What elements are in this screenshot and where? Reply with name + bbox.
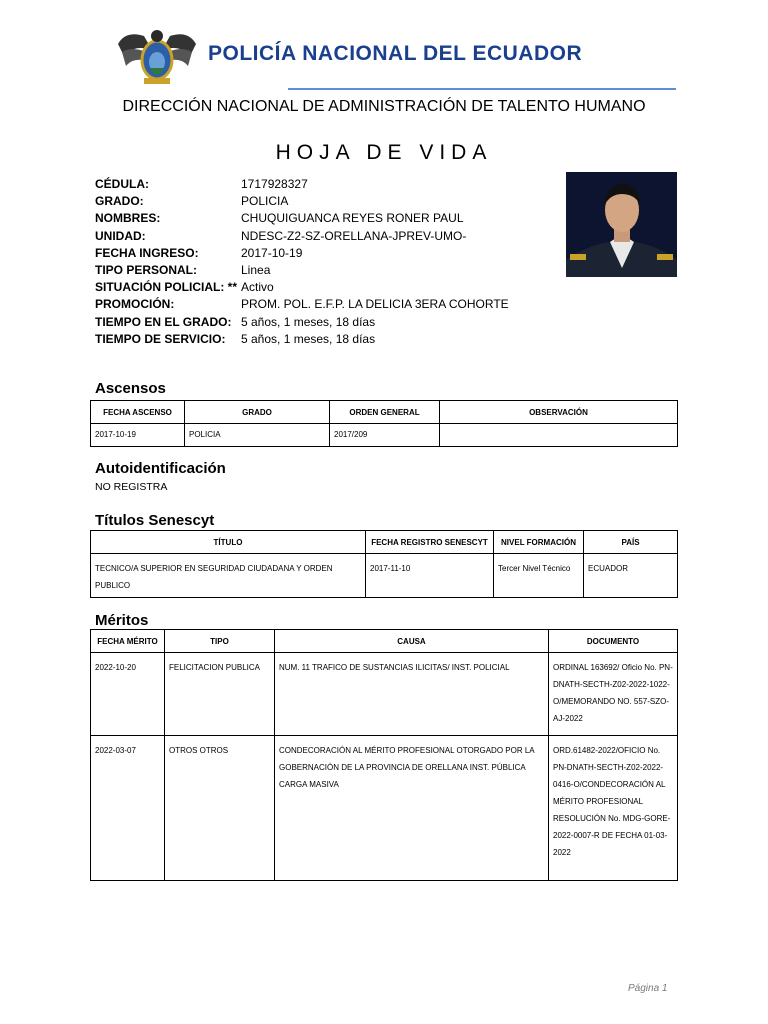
- personal-info: [95, 176, 509, 348]
- section-title-autoidentificacion: Autoidentificación: [95, 460, 226, 477]
- info-value: Linea: [241, 262, 271, 277]
- table-cell: 2022-03-07: [91, 736, 165, 881]
- table-row: [91, 424, 678, 447]
- info-row-fecha-ingreso: [95, 245, 509, 262]
- info-row-tipo-personal: [95, 262, 509, 279]
- column-header: FECHA ASCENSO: [91, 401, 185, 424]
- info-label: SITUACIÓN POLICIAL: **: [95, 280, 238, 295]
- table-header-row: [91, 401, 678, 424]
- info-value: PROM. POL. E.F.P. LA DELICIA 3ERA COHORTE: [241, 297, 509, 312]
- table-cell: 2022-10-20: [91, 653, 165, 736]
- column-header: CAUSA: [275, 630, 549, 653]
- table-cell: POLICIA: [185, 424, 330, 447]
- info-label: TIEMPO DE SERVICIO:: [95, 331, 226, 346]
- table-cell: FELICITACION PUBLICA: [165, 653, 275, 736]
- info-label: UNIDAD:: [95, 228, 146, 243]
- column-header: OBSERVACIÓN: [440, 401, 678, 424]
- info-row-promocion: [95, 296, 509, 313]
- titulos-table: [90, 530, 678, 598]
- header-underline: [288, 88, 676, 90]
- autoidentificacion-value: NO REGISTRA: [95, 481, 168, 493]
- info-label: TIPO PERSONAL:: [95, 262, 198, 277]
- person-portrait-icon: [566, 172, 677, 277]
- table-cell: ECUADOR: [584, 554, 678, 598]
- info-label: TIEMPO EN EL GRADO:: [95, 314, 232, 329]
- info-row-grado: [95, 193, 509, 210]
- info-value: 2017-10-19: [241, 245, 303, 260]
- info-value: 5 años, 1 meses, 18 días: [241, 314, 376, 329]
- info-value: CHUQUIGUANCA REYES RONER PAUL: [241, 211, 464, 226]
- table-cell: ORDINAL 163692/ Oficio No. PN-DNATH-SECTH-Z02-2022-1022-O/MEMORANDO NO. 557-SZO-AJ-2022: [549, 653, 678, 736]
- table-cell: OTROS OTROS: [165, 736, 275, 881]
- table-cell: Tercer Nivel Técnico: [494, 554, 584, 598]
- table-row: [91, 653, 678, 736]
- table-cell: 2017-10-19: [91, 424, 185, 447]
- column-header: FECHA MÉRITO: [91, 630, 165, 653]
- info-row-tiempo-grado: [95, 314, 509, 331]
- table-cell: TECNICO/A SUPERIOR EN SEGURIDAD CIUDADANA Y ORDEN PUBLICO: [91, 554, 366, 598]
- info-row-unidad: [95, 228, 509, 245]
- section-title-meritos: Méritos: [95, 612, 149, 629]
- info-value: Activo: [241, 280, 274, 295]
- table-cell: 2017/209: [330, 424, 440, 447]
- table-row: [91, 736, 678, 881]
- page-title: HOJA DE VIDA: [275, 141, 493, 164]
- info-row-cedula: [95, 176, 509, 193]
- info-label: GRADO:: [95, 194, 144, 209]
- info-label: CÉDULA:: [95, 177, 149, 191]
- column-header: GRADO: [185, 401, 330, 424]
- column-header: NIVEL FORMACIÓN: [494, 531, 584, 554]
- table-header-row: [91, 531, 678, 554]
- direction-name: DIRECCIÓN NACIONAL DE ADMINISTRACIÓN DE TALENTO HUMANO: [122, 98, 646, 115]
- column-header: DOCUMENTO: [549, 630, 678, 653]
- info-value: POLICIA: [241, 194, 289, 209]
- table-cell: 2017-11-10: [366, 554, 494, 598]
- institution-name: POLICÍA NACIONAL DEL ECUADOR: [208, 42, 583, 65]
- table-cell: [440, 424, 678, 447]
- info-label: PROMOCIÓN:: [95, 297, 175, 312]
- meritos-table: [90, 629, 678, 881]
- table-row: [91, 554, 678, 598]
- info-value: 1717928327: [241, 177, 308, 191]
- table-cell: ORD.61482-2022/OFICIO No. PN-DNATH-SECTH-Z02-2022-0416-O/CONDECORACIÓN AL MÉRITO PROFESIONAL RESOLUCIÓN No. MDG-GORE-2022-0007-R DE FECHA 01-03-2022: [549, 736, 678, 881]
- info-label: FECHA INGRESO:: [95, 245, 199, 260]
- info-value: 5 años, 1 meses, 18 días: [241, 331, 376, 346]
- info-row-tiempo-servicio: [95, 331, 509, 348]
- ascensos-table: [90, 400, 678, 447]
- table-cell: CONDECORACIÓN AL MÉRITO PROFESIONAL OTORGADO POR LA GOBERNACIÓN DE LA PROVINCIA DE ORELLANA INST. PÚBLICA CARGA MASIVA: [275, 736, 549, 881]
- column-header: FECHA REGISTRO SENESCYT: [366, 531, 494, 554]
- table-header-row: [91, 630, 678, 653]
- column-header: ORDEN GENERAL: [330, 401, 440, 424]
- info-row-nombres: [95, 210, 509, 227]
- page-number: Página 1: [628, 983, 668, 994]
- info-row-situacion: [95, 279, 509, 296]
- police-emblem-icon: [114, 22, 200, 88]
- table-cell: NUM. 11 TRAFICO DE SUSTANCIAS ILICITAS/ INST. POLICIAL: [275, 653, 549, 736]
- column-header: TIPO: [165, 630, 275, 653]
- info-label: NOMBRES:: [95, 211, 161, 226]
- column-header: PAÍS: [584, 531, 678, 554]
- column-header: TÍTULO: [91, 531, 366, 554]
- section-title-ascensos: Ascensos: [95, 380, 166, 397]
- info-value: NDESC-Z2-SZ-ORELLANA-JPREV-UMO-: [241, 228, 467, 243]
- header: [110, 18, 678, 92]
- profile-photo: [566, 172, 677, 277]
- section-title-titulos: Títulos Senescyt: [95, 512, 215, 529]
